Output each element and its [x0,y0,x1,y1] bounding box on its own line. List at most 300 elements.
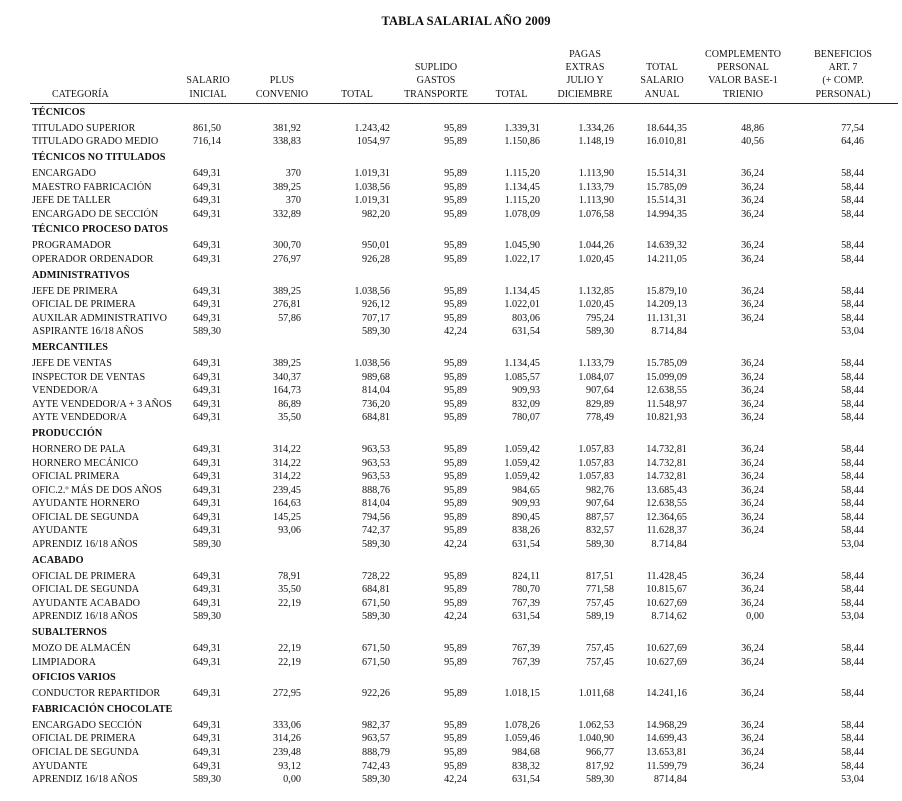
value-cell: 1.150,86 [504,136,540,148]
value-cell: 589,30 [192,774,221,786]
value-cell: 370 [285,195,301,207]
value-cell: 649,31 [192,584,221,596]
value-cell: 1.339,31 [504,122,540,134]
value-cell: 649,31 [192,253,221,265]
table-row [30,524,898,538]
value-cell [243,325,321,339]
header-line: SALARIO [186,75,230,87]
value-cell: 14.699,43 [646,733,687,745]
value-cell: 95,89 [444,719,467,731]
section-title: FABRICACIÓN CHOCOLATE [32,703,173,715]
value-cell: 649,31 [192,357,221,369]
header-line [479,48,544,61]
value-cell: 36,24 [741,643,764,655]
value-cell: 53,04 [841,611,864,623]
header-line: JULIO Y [566,75,604,87]
value-cell: 14.209,13 [646,299,687,311]
header-line: ART. 7 [828,62,858,74]
value-cell: 36,24 [741,357,764,369]
value-cell: 1.019,31 [354,195,390,207]
value-cell: 649,31 [192,484,221,496]
header-line [321,61,393,74]
value-cell: 42,24 [444,326,467,338]
value-cell: 13.685,43 [646,484,687,496]
value-cell: 589,30 [585,539,614,551]
category-cell: OFICIAL PRIMERA [32,471,120,483]
table-row [30,457,898,471]
value-cell: 48,86 [741,122,764,134]
value-cell: 1.134,45 [504,181,540,193]
table-row [30,687,898,701]
value-cell: 1.057,83 [578,471,614,483]
header-line: CATEGORÍA [52,88,109,100]
category-cell: ENCARGADO DE SECCIÓN [32,208,159,220]
value-cell: 35,50 [278,412,301,424]
header-line: TOTAL [495,88,528,100]
value-cell: 1.078,09 [504,208,540,220]
value-cell: 95,89 [444,443,467,455]
category-cell: HORNERO MECÁNICO [32,457,139,469]
value-cell: 824,11 [512,570,540,582]
header-line: ANUAL [644,88,680,100]
value-cell: 1.011,68 [578,688,614,700]
value-cell: 589,30 [192,539,221,551]
value-cell: 93,06 [278,525,301,537]
value-cell: 58,44 [841,357,864,369]
header-line: COMPLEMENTO [705,49,781,60]
value-cell: 888,79 [361,747,390,758]
value-cell: 1.059,46 [504,733,540,745]
header-line: BENEFICIOS [814,49,872,60]
value-cell: 757,45 [585,597,614,609]
value-cell: 767,39 [511,643,540,655]
value-cell: 12.638,55 [646,498,687,510]
value-cell: 93,12 [278,760,301,772]
value-cell: 649,31 [192,168,221,179]
value-cell: 95,89 [444,511,467,523]
value-cell: 1.038,56 [354,181,390,193]
value-cell: 963,53 [361,471,390,483]
value-cell: 649,31 [192,195,221,207]
value-cell: 58,44 [841,371,864,383]
value-cell: 649,31 [192,299,221,311]
value-cell: 794,56 [361,511,390,523]
header-line: CONVENIO [255,88,309,100]
value-cell: 57,86 [278,312,301,324]
table-body [30,103,898,786]
value-cell: 742,37 [361,525,390,537]
value-cell: 95,89 [444,597,467,609]
category-cell: ASPIRANTE 16/18 AÑOS [32,326,144,338]
header-line: VALOR BASE-1 [708,75,778,87]
value-cell: 631,54 [511,326,540,338]
section-title: TÉCNICOS NO TITULADOS [32,152,166,163]
header-total-2 [479,48,544,103]
value-cell: 649,31 [192,240,221,252]
value-cell: 649,31 [192,511,221,523]
value-cell: 8.714,62 [651,611,687,623]
value-cell: 42,24 [444,774,467,786]
value-cell: 22,19 [278,656,301,668]
value-cell: 333,06 [272,719,301,731]
category-cell: VENDEDOR/A [32,385,99,397]
header-line: TOTAL [341,88,373,100]
value-cell: 15.785,09 [646,357,687,369]
category-cell: OFICIAL DE PRIMERA [32,733,136,745]
value-cell: 95,89 [444,733,467,745]
value-cell: 742,43 [361,760,390,772]
value-cell: 838,32 [511,760,540,772]
value-cell: 36,24 [741,195,764,207]
header-complemento-personal [698,48,788,103]
value-cell: 817,92 [585,760,614,772]
category-cell: ENCARGADO SECCIÓN [32,719,143,731]
value-cell: 861,50 [192,122,221,134]
value-cell: 95,89 [444,457,467,469]
value-cell: 966,77 [585,747,614,758]
category-cell: PROGRAMADOR [32,240,112,252]
value-cell: 649,31 [192,747,221,758]
value-cell: 1.045,90 [504,240,540,252]
value-cell: 1.078,26 [504,719,540,731]
header-line: GASTOS [416,75,456,87]
value-cell: 14.639,32 [646,240,687,252]
header-categoria [30,48,173,103]
value-cell: 22,19 [278,597,301,609]
value-cell: 589,30 [192,326,221,338]
value-cell: 14.994,35 [646,208,687,220]
value-cell: 95,89 [444,253,467,265]
value-cell: 36,24 [741,181,764,193]
table-row [30,135,898,149]
section-header [30,624,898,642]
value-cell: 35,50 [278,584,301,596]
value-cell: 58,44 [841,208,864,220]
value-cell: 984,68 [511,747,540,758]
category-cell: JEFE DE TALLER [32,195,111,207]
value-cell: 649,31 [192,443,221,455]
value-cell: 36,24 [741,688,764,700]
value-cell: 314,26 [272,733,301,745]
header-line: TRANSPORTE [404,88,468,100]
value-cell: 671,50 [361,643,390,655]
value-cell: 1.115,20 [504,195,540,207]
header-pagas-extras [544,48,626,103]
table-row [30,511,898,525]
value-cell: 890,45 [511,511,540,523]
value-cell: 989,68 [361,371,390,383]
value-cell: 314,22 [272,457,301,469]
value-cell: 589,30 [361,326,390,338]
value-cell: 8.714,84 [651,539,687,551]
value-cell: 53,04 [841,774,864,786]
section-title: SUBALTERNOS [32,627,107,639]
category-cell: JEFE DE PRIMERA [32,285,119,297]
value-cell: 95,89 [444,656,467,668]
value-cell: 36,24 [741,597,764,609]
table-row [30,325,898,339]
section-title: TÉCNICO PROCESO DATOS [32,224,169,236]
section-header [30,669,898,687]
header-line: EXTRAS [565,62,605,74]
table-row [30,122,898,136]
value-cell: 272,95 [272,688,301,700]
table-row [30,597,898,611]
table-row [30,732,898,746]
value-cell: 36,24 [741,240,764,252]
header-line: PERSONAL) [815,88,871,100]
value-cell: 36,24 [741,570,764,582]
header-line: SUPLIDO [414,62,458,74]
category-cell: OFICIAL DE SEGUNDA [32,584,140,596]
table-row [30,253,898,267]
value-cell: 389,25 [272,357,301,369]
value-cell: 95,89 [444,385,467,397]
value-cell: 95,89 [444,312,467,324]
value-cell: 36,24 [741,719,764,731]
header-total [321,48,393,103]
value-cell: 814,04 [361,385,390,397]
category-cell: MOZO DE ALMACÉN [32,643,131,655]
value-cell: 649,31 [192,312,221,324]
value-cell: 36,24 [741,471,764,483]
value-cell: 86,89 [278,398,301,410]
table-row [30,357,898,371]
header-line [173,61,243,74]
value-cell: 53,04 [841,326,864,338]
table-row [30,167,898,181]
value-cell: 58,44 [841,181,864,193]
value-cell: 332,89 [272,208,301,220]
table-row [30,411,898,425]
value-cell [243,610,321,624]
value-cell: 300,70 [272,240,301,252]
value-cell: 8.714,84 [651,326,687,338]
value-cell: 1.040,90 [578,733,614,745]
value-cell: 707,17 [361,312,390,324]
value-cell: 58,44 [841,747,864,758]
value-cell: 95,89 [444,688,467,700]
section-title: ACABADO [32,554,84,566]
value-cell: 58,44 [841,443,864,455]
value-cell: 984,65 [511,484,540,496]
value-cell: 42,24 [444,611,467,623]
value-cell: 780,70 [511,584,540,596]
value-cell: 649,31 [192,570,221,582]
value-cell: 58,44 [841,570,864,582]
value-cell: 40,56 [741,136,764,148]
value-cell: 950,01 [361,240,390,252]
header-beneficios [788,48,898,103]
value-cell: 728,22 [361,570,390,582]
value-cell: 982,20 [361,208,390,220]
value-cell: 649,31 [192,643,221,655]
value-cell: 649,31 [192,656,221,668]
value-cell: 922,26 [361,688,390,700]
value-cell: 8714,84 [653,774,687,786]
value-cell: 95,89 [444,122,467,134]
value-cell: 36,24 [741,656,764,668]
value-cell [698,538,788,552]
value-cell: 58,44 [841,656,864,668]
header-line [393,48,479,61]
header-line [479,61,544,74]
value-cell: 1.134,45 [504,285,540,297]
value-cell: 276,81 [272,299,301,311]
value-cell: 649,31 [192,597,221,609]
value-cell: 14.211,05 [646,253,687,265]
value-cell: 832,09 [511,398,540,410]
category-cell: AYUDANTE [32,525,88,537]
category-cell: OFIC.2.º MÁS DE DOS AÑOS [32,484,162,496]
value-cell: 58,44 [841,398,864,410]
value-cell: 58,44 [841,584,864,596]
value-cell: 1.133,79 [578,357,614,369]
value-cell: 10.627,69 [646,656,687,668]
value-cell: 58,44 [841,733,864,745]
header-line: INICIAL [189,88,227,100]
section-header [30,103,898,122]
value-cell: 11.548,97 [646,398,687,410]
value-cell: 907,64 [585,385,614,397]
value-cell [698,773,788,787]
value-cell: 22,19 [278,643,301,655]
value-cell: 649,31 [192,285,221,297]
value-cell: 649,31 [192,181,221,193]
value-cell: 58,44 [841,525,864,537]
value-cell: 649,31 [192,525,221,537]
category-cell: CONDUCTOR REPARTIDOR [32,688,161,700]
table-row [30,312,898,326]
table-row [30,484,898,498]
value-cell: 42,24 [444,539,467,551]
value-cell: 649,31 [192,733,221,745]
value-cell: 631,54 [511,774,540,786]
value-cell: 36,24 [741,498,764,510]
value-cell [243,538,321,552]
value-cell: 1.022,01 [504,299,540,311]
value-cell: 164,63 [272,498,301,510]
value-cell: 1.076,58 [578,208,614,220]
value-cell: 649,31 [192,208,221,220]
category-cell: APRENDIZ 16/18 AÑOS [32,539,138,551]
value-cell: 95,89 [444,584,467,596]
header-line: DICIEMBRE [557,88,613,100]
value-cell: 817,51 [585,570,614,582]
value-cell: 1.044,26 [578,240,614,252]
value-cell: 58,44 [841,285,864,297]
table-row [30,497,898,511]
value-cell: 649,31 [192,385,221,397]
value-cell: 58,44 [841,195,864,207]
value-cell: 649,31 [192,412,221,424]
value-cell: 795,24 [585,312,614,324]
table-row [30,719,898,733]
value-cell: 16.010,81 [646,136,687,148]
value-cell: 95,89 [444,285,467,297]
value-cell: 814,04 [361,498,390,510]
value-cell: 888,76 [361,484,390,496]
value-cell: 95,89 [444,412,467,424]
value-cell: 1.085,57 [504,371,540,383]
category-cell: APRENDIZ 16/18 AÑOS [32,611,138,623]
value-cell: 649,31 [192,688,221,700]
value-cell: 887,57 [585,511,614,523]
table-row [30,760,898,774]
value-cell: 36,24 [741,733,764,745]
value-cell: 1.019,31 [354,168,390,179]
value-cell: 389,25 [272,285,301,297]
value-cell: 1.057,83 [578,457,614,469]
category-cell: AYUDANTE [32,760,88,772]
category-cell: OFICIAL DE SEGUNDA [32,747,140,758]
value-cell: 15.514,31 [646,195,687,207]
value-cell: 58,44 [841,760,864,772]
value-cell: 58,44 [841,299,864,311]
value-cell: 982,37 [361,719,390,731]
value-cell: 276,97 [272,253,301,265]
header-line [243,48,321,61]
header-plus-convenio [243,48,321,103]
table-row [30,208,898,222]
category-cell: OFICIAL DE PRIMERA [32,570,136,582]
value-cell: 58,44 [841,471,864,483]
category-cell: OFICIAL DE SEGUNDA [32,511,140,523]
value-cell: 36,24 [741,168,764,179]
value-cell: 36,24 [741,299,764,311]
section-header [30,701,898,719]
header-line [52,61,173,74]
value-cell: 314,22 [272,471,301,483]
value-cell: 77,54 [841,122,864,134]
value-cell: 589,19 [585,611,614,623]
value-cell: 1.059,42 [504,471,540,483]
value-cell: 982,76 [585,484,614,496]
category-cell: AYUDANTE HORNERO [32,498,140,510]
value-cell: 95,89 [444,208,467,220]
table-row [30,384,898,398]
value-cell: 829,89 [585,398,614,410]
category-cell: AYTE VENDEDOR/A [32,412,127,424]
table-row [30,570,898,584]
value-cell: 1.133,79 [578,181,614,193]
value-cell: 907,64 [585,498,614,510]
value-cell: 239,48 [272,747,301,758]
header-line [626,48,698,61]
value-cell: 1.084,07 [578,371,614,383]
value-cell: 58,44 [841,240,864,252]
value-cell: 757,45 [585,643,614,655]
value-cell: 95,89 [444,471,467,483]
value-cell: 95,89 [444,398,467,410]
section-title: PRODUCCIÓN [32,427,103,439]
value-cell: 589,30 [585,326,614,338]
value-cell: 1.113,90 [578,168,614,179]
value-cell: 58,44 [841,511,864,523]
header-line [243,61,321,74]
value-cell: 649,31 [192,398,221,410]
value-cell: 11.131,31 [646,312,687,324]
value-cell: 649,31 [192,498,221,510]
value-cell: 58,44 [841,385,864,397]
header-line: (+ COMP. [822,75,864,87]
table-row [30,773,898,787]
value-cell: 671,50 [361,656,390,668]
table-row [30,656,898,670]
value-cell: 1.059,42 [504,457,540,469]
value-cell: 963,53 [361,443,390,455]
header-line [52,48,173,61]
